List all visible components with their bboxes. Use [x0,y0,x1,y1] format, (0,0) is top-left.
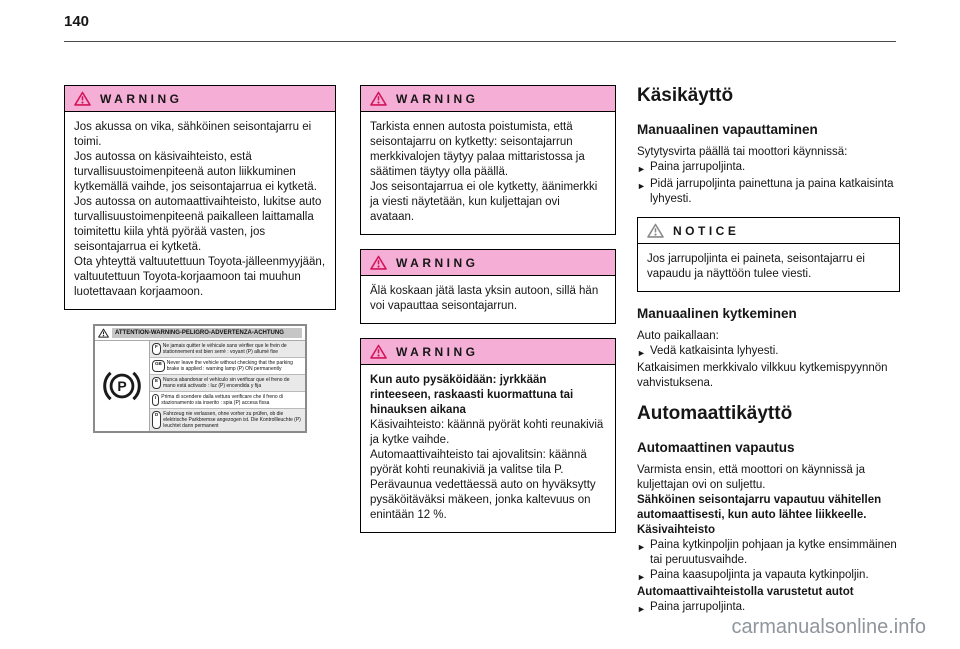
bullet-item [637,344,900,361]
subsection-heading-manual-apply: Manuaalinen kytkeminen [637,306,797,321]
bullet-item [637,160,900,177]
section-heading-automatic-operation: Automaattikäyttö [637,403,793,424]
label-row-text: Ne jamais quitter le véhicule sans vérifier que le frein de stationnement est bien serré : voyant (P) allumé fixe [162,343,287,355]
left-column [64,85,336,433]
bullet-arrow-icon: ► [637,164,646,174]
lang-badge: I [152,394,159,406]
label-rows [149,341,305,431]
paragraph: Varmista ensin, että moottori on käynnissä ja kuljettajan ovi on suljettu. [637,464,865,491]
bullet-arrow-icon: ► [637,572,646,582]
warning-triangle-icon [370,255,387,270]
bullet-arrow-icon: ► [637,542,646,552]
warning-title: WARNING [396,91,479,106]
bullet-arrow-icon: ► [637,604,646,614]
warning-paragraph: Tarkista ennen autosta poistumista, että seisontajarru on kytketty: seisontajarrun merkkivalojen täytyy palaa mittaristossa ja säätimen täytyy olla päällä. [370,121,585,178]
warning-paragraph: Automaattivaihteisto tai ajovalitsin: käännä pyörät kohti reunakiviä ja valitse tila P. [370,449,587,476]
label-row [150,408,305,431]
multilingual-warning-label-figure [93,324,307,433]
lang-badge: F [152,343,161,355]
warning-paragraph: Jos autossa on käsivaihteisto, estä turvallisuustoimenpiteenä auton liikkuminen kytkemällä vaihde, jos seisontajarrua ei kytketä. [74,151,317,193]
warning-box-battery-fault [64,85,336,310]
lang-badge: GB [152,360,165,372]
warning-triangle-icon [370,344,387,359]
bullet-text: Paina jarrupoljinta. [650,601,746,613]
warning-header [65,86,335,112]
warning-paragraph: Jos akussa on vika, sähköinen seisontajarru ei toimi. [74,121,312,148]
label-row-text: Fahrzeug nie verlassen, ohne vorher zu prüfen, ob die elektrische Parkbremse angezogen ist. Die Kontrollleuchte (P) leuchtet dann permanent [163,411,301,429]
warning-header [361,250,615,276]
notice-body [638,244,899,291]
page-number: 140 [64,13,90,30]
warning-box-check-before-leaving [360,85,616,235]
label-header [95,326,305,340]
label-row-text: Never leave the vehicle without checking that the parking brake is applied : warning lamp (P) ON permanently [166,360,293,372]
paragraph: Katkaisimen merkkivalo vilkkuu kytkemispyynnön vahvistuksena. [637,362,888,389]
watermark-link[interactable]: carmanualsonline.info [731,616,926,638]
paragraph: Sytytysvirta päällä tai moottori käynnissä: [637,146,848,158]
warning-body [361,365,615,532]
bullet-item [637,568,900,585]
paragraph: Auto paikallaan: [637,330,719,342]
warning-paragraph: Kun auto pysäköidään: jyrkkään rinteeseen, raskaasti kuormattuna tai hinauksen aikana [370,374,574,416]
bullet-item [637,600,900,617]
warning-paragraph: Perävaunua vedettäessä auto on hyväksytty pysäköitäväksi mäkeen, jonka kaltevuus on enintään 12 %. [370,479,596,521]
lang-badge: E [152,377,161,389]
warning-body [361,112,615,234]
svg-text:P: P [117,377,127,394]
bullet-arrow-icon: ► [637,348,646,358]
bullet-text: Paina kytkinpoljin pohjaan ja kytke ensimmäinen tai peruutusvaihde. [650,539,897,566]
warning-body [65,112,335,309]
bullet-item [637,177,900,207]
label-title: ATTENTION-WARNING-PELIGRO-ADVERTENZA-ACHTUNG [112,328,302,338]
label-row [150,357,305,374]
label-row-text: Nunca abandonar el vehículo sin verificar que el freno de mano está activado : luz (P) encendida y fija [163,377,290,389]
warning-triangle-icon [74,91,91,106]
warning-title: WARNING [100,91,183,106]
bullet-text: Paina kaasupoljinta ja vapauta kytkinpoljin. [650,569,869,581]
section-heading-manual-operation: Käsikäyttö [637,85,734,106]
notice-title: NOTICE [673,223,740,238]
subsection-heading-auto-release: Automaattinen vapautus [637,440,795,455]
label-body [95,340,305,431]
warning-paragraph: Käsivaihteisto: käännä pyörät kohti reunakiviä ja kytke vaihde. [370,419,604,446]
warning-header [361,86,615,112]
warning-header [361,339,615,365]
notice-paragraph: Jos jarrupoljinta ei paineta, seisontajarru ei vapaudu ja näyttöön tulee viesti. [647,253,865,280]
warning-paragraph: Älä koskaan jätä lasta yksin autoon, sillä hän voi vapauttaa seisontajarrun. [370,285,599,312]
label-row [150,341,305,357]
parking-brake-icon [95,341,149,431]
middle-column [360,85,616,547]
warning-box-child-alone [360,249,616,324]
warning-paragraph: Ota yhteyttä valtuutettuun Toyota-jälleenmyyjään, valtuutettuun Toyota-korjaamoon tai muuhun luotettavaan korjaamoon. [74,256,326,298]
notice-box-brake-pedal [637,217,900,292]
label-warning-triangle-icon [98,328,109,338]
warning-title: WARNING [396,344,479,359]
paragraph-bold: Käsivaihteisto [637,524,715,536]
warning-body [361,276,615,323]
paragraph-bold: Sähköinen seisontajarru vapautuu vähitellen automaattisesti, kun auto lähtee liikkeelle. [637,494,882,521]
warning-title: WARNING [396,255,479,270]
warning-paragraph: Jos autossa on automaattivaihteisto, lukitse auto turvallisuustoimenpiteenä paikalleen laittamalla toimitettu kiila yhtä pyörää vasten, jos seisontajarrua ei kytketä. [74,196,322,253]
right-column [637,85,900,617]
warning-paragraph: Jos seisontajarrua ei ole kytketty, äänimerkki ja viesti näytetään, kun kuljettajan ovi avataan. [370,181,598,223]
subsection-heading-manual-release: Manuaalinen vapauttaminen [637,122,818,137]
paragraph-bold: Automaattivaihteistolla varustetut autot [637,586,854,598]
bullet-item [637,538,900,568]
bullet-arrow-icon: ► [637,181,646,191]
label-row [150,374,305,391]
bullet-text: Vedä katkaisinta lyhyesti. [650,345,779,357]
notice-header [638,218,899,244]
bullet-text: Pidä jarrupoljinta painettuna ja paina katkaisinta lyhyesti. [650,178,894,205]
notice-triangle-icon [647,223,664,238]
warning-triangle-icon [370,91,387,106]
header-divider [64,41,896,42]
bullet-text: Paina jarrupoljinta. [650,161,746,173]
label-row [150,391,305,408]
warning-box-parking-slope [360,338,616,533]
label-row-text: Prima di scendere dalla vettura verificare che il freno di stazionamento sia inserito : spia (P) accesa fissa [161,394,283,406]
lang-badge: D [152,411,161,429]
